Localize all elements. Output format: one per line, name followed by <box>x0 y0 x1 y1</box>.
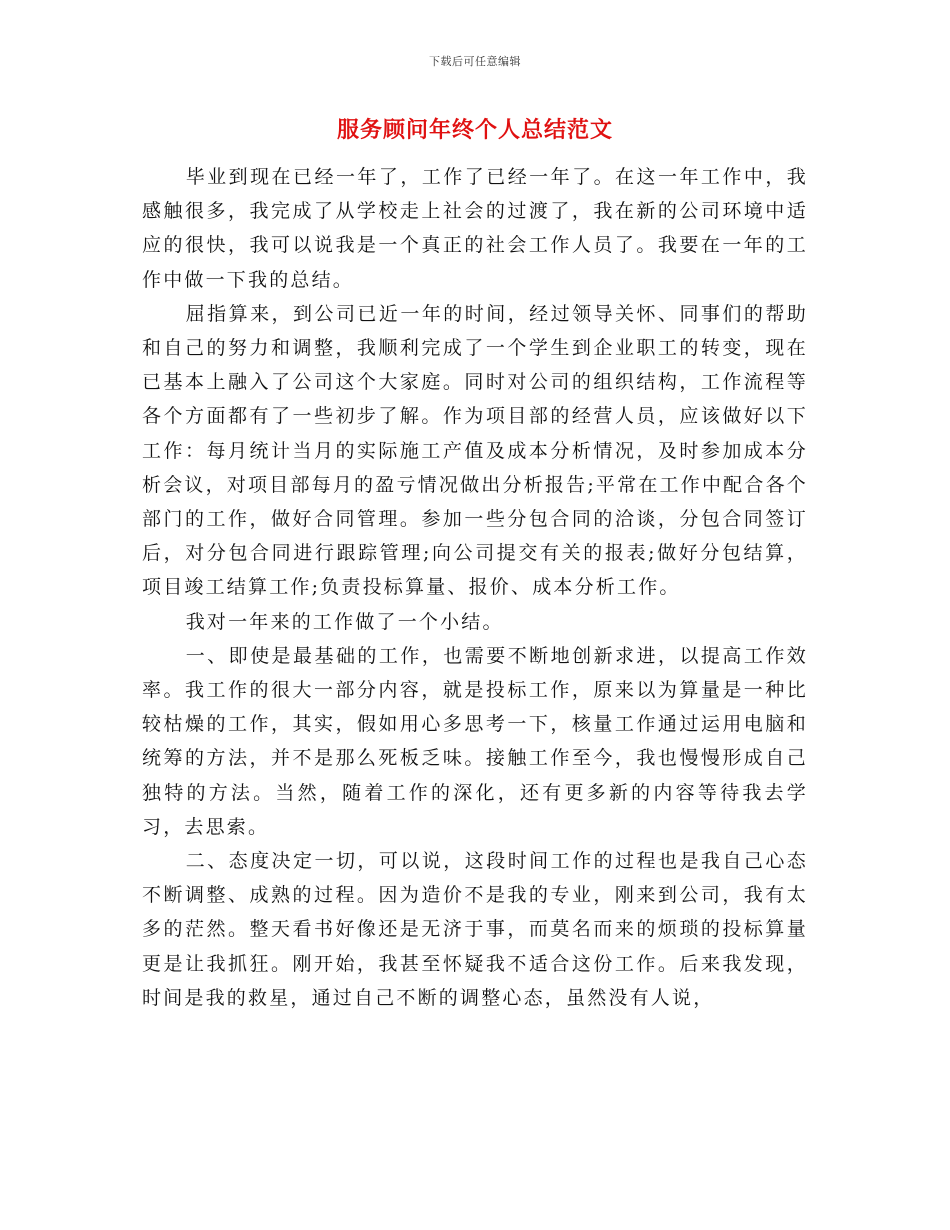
paragraph: 毕业到现在已经一年了，工作了已经一年了。在这一年工作中，我感触很多，我完成了从学校走上社会的过渡了，我在新的公司环境中适应的很快，我可以说我是一个真正的社会工作人员了。我要在一年的工作中做一下我的总结。 <box>142 166 808 291</box>
paragraph: 屈指算来，到公司已近一年的时间，经过领导关怀、同事们的帮助和自己的努力和调整，我顺利完成了一个学生到企业职工的转变，现在已基本上融入了公司这个大家庭。同时对公司的组织结构，工作流程等各个方面都有了一些初步了解。作为项目部的经营人员，应该做好以下工作：每月统计当月的实际施工产值及成本分析情况，及时参加成本分析会议，对项目部每月的盈亏情况做出分析报告;平常在工作中配合各个部门的工作，做好合同管理。参加一些分包合同的洽谈，分包合同签订后，对分包合同进行跟踪管理;向公司提交有关的报表;做好分包结算，项目竣工结算工作;负责投标算量、报价、成本分析工作。 <box>142 302 808 599</box>
paragraph: 二、态度决定一切，可以说，这段时间工作的过程也是我自己心态不断调整、成熟的过程。因为造价不是我的专业，刚来到公司，我有太多的茫然。整天看书好像还是无济于事，而莫名而来的烦琐的投标算量更是让我抓狂。刚开始，我甚至怀疑我不适合这份工作。后来我发现，时间是我的救星，通过自己不断的调整心态，虽然没有人说， <box>142 850 808 1009</box>
paragraph: 一、即使是最基础的工作，也需要不断地创新求进，以提高工作效率。我工作的很大一部分内容，就是投标工作，原来以为算量是一种比较枯燥的工作，其实，假如用心多思考一下，核量工作通过运用电脑和统筹的方法，并不是那么死板乏味。接触工作至今，我也慢慢形成自己独特的方法。当然，随着工作的深化，还有更多新的内容等待我去学习，去思索。 <box>142 644 808 838</box>
document-body <box>142 160 808 1015</box>
document-title: 服务顾问年终个人总结范文 <box>336 117 613 143</box>
header-note: 下载后可任意编辑 <box>429 55 521 68</box>
paragraph: 我对一年来的工作做了一个小结。 <box>185 610 504 633</box>
